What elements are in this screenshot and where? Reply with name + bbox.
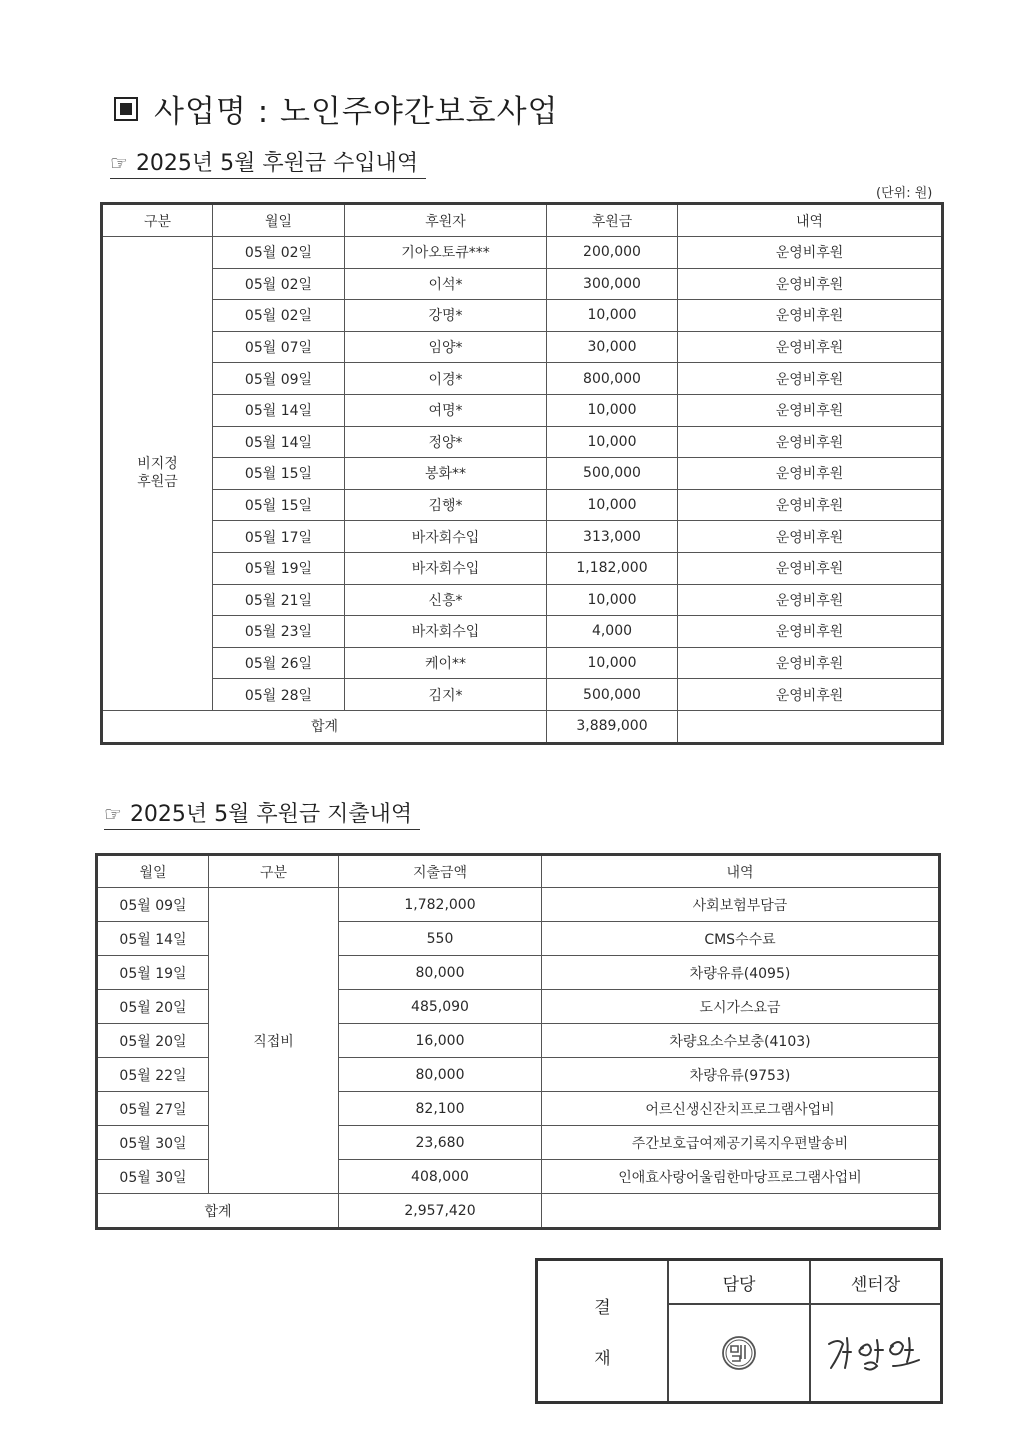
- income-row: [102, 458, 943, 490]
- income-amount-cell: 4,000: [547, 616, 678, 648]
- income-donor-cell: 김행*: [345, 489, 547, 521]
- income-amount-cell: 10,000: [547, 647, 678, 679]
- income-detail-cell: 운영비후원: [678, 331, 943, 363]
- income-amount-cell: 500,000: [547, 679, 678, 711]
- square-bullet-icon: [114, 97, 138, 121]
- income-category-cell: 비지정 후원금: [102, 237, 213, 711]
- expense-total-detail: [542, 1194, 940, 1229]
- income-row: [102, 394, 943, 426]
- income-donor-cell: 바자회수입: [345, 521, 547, 553]
- expense-date-cell: 05월 09일: [97, 888, 209, 922]
- income-detail-cell: 운영비후원: [678, 489, 943, 521]
- expense-amount-cell: 82,100: [339, 1092, 542, 1126]
- income-detail-cell: 운영비후원: [678, 616, 943, 648]
- income-date-cell: 05월 02일: [213, 268, 345, 300]
- income-col-donor: 후원자: [345, 204, 547, 237]
- income-table: [100, 202, 944, 745]
- expense-detail-cell: 사회보험부담금: [542, 888, 940, 922]
- expense-detail-cell: 차량유류(9753): [542, 1058, 940, 1092]
- expense-total-amount: 2,957,420: [339, 1194, 542, 1229]
- approval-director-sign-cell: [811, 1305, 940, 1401]
- income-donor-cell: 바자회수입: [345, 552, 547, 584]
- income-donor-cell: 기아오토큐***: [345, 237, 547, 269]
- income-total-amount: 3,889,000: [547, 710, 678, 743]
- income-row: [102, 647, 943, 679]
- income-amount-cell: 313,000: [547, 521, 678, 553]
- income-donor-cell: 강명*: [345, 300, 547, 332]
- income-amount-cell: 500,000: [547, 458, 678, 490]
- income-col-detail: 내역: [678, 204, 943, 237]
- income-donor-cell: 정양*: [345, 426, 547, 458]
- income-row: [102, 679, 943, 711]
- page-title-text: 사업명 : 노인주야간보호사업: [154, 94, 559, 130]
- income-amount-cell: 30,000: [547, 331, 678, 363]
- income-detail-cell: 운영비후원: [678, 426, 943, 458]
- income-detail-cell: 운영비후원: [678, 300, 943, 332]
- expense-header-row: [97, 855, 940, 888]
- income-amount-cell: 1,182,000: [547, 552, 678, 584]
- expense-col-date: 월일: [97, 855, 209, 888]
- expense-amount-cell: 23,680: [339, 1126, 542, 1160]
- expense-date-cell: 05월 27일: [97, 1092, 209, 1126]
- income-amount-cell: 10,000: [547, 300, 678, 332]
- income-amount-cell: 10,000: [547, 489, 678, 521]
- income-date-cell: 05월 14일: [213, 426, 345, 458]
- expense-detail-cell: 주간보호급여제공기록지우편발송비: [542, 1126, 940, 1160]
- income-row: [102, 552, 943, 584]
- income-col-date: 월일: [213, 204, 345, 237]
- expense-col-category: 구분: [209, 855, 339, 888]
- income-detail-cell: 운영비후원: [678, 268, 943, 300]
- handwritten-signature-icon: [821, 1328, 931, 1378]
- income-row: [102, 616, 943, 648]
- income-date-cell: 05월 23일: [213, 616, 345, 648]
- income-amount-cell: 200,000: [547, 237, 678, 269]
- approval-director-header: 센터장: [811, 1261, 940, 1305]
- income-row: [102, 584, 943, 616]
- income-date-cell: 05월 07일: [213, 331, 345, 363]
- expense-amount-cell: 408,000: [339, 1160, 542, 1194]
- seal-stamp-icon: [719, 1333, 759, 1373]
- income-row: [102, 426, 943, 458]
- income-row: [102, 331, 943, 363]
- income-date-cell: 05월 28일: [213, 679, 345, 711]
- expense-amount-cell: 1,782,000: [339, 888, 542, 922]
- income-donor-cell: 김지*: [345, 679, 547, 711]
- pointing-hand-icon: ☞: [104, 802, 122, 826]
- expense-amount-cell: 485,090: [339, 990, 542, 1024]
- income-donor-cell: 바자회수입: [345, 616, 547, 648]
- approval-label: [538, 1261, 669, 1401]
- income-donor-cell: 임양*: [345, 331, 547, 363]
- income-row: [102, 300, 943, 332]
- expense-section-title-text: 2025년 5월 후원금 지출내역: [129, 802, 413, 827]
- expense-col-detail: 내역: [542, 855, 940, 888]
- expense-detail-cell: 어르신생신잔치프로그램사업비: [542, 1092, 940, 1126]
- expense-date-cell: 05월 20일: [97, 990, 209, 1024]
- income-amount-cell: 10,000: [547, 394, 678, 426]
- expense-total-row: [97, 1194, 940, 1229]
- expense-detail-cell: 도시가스요금: [542, 990, 940, 1024]
- income-detail-cell: 운영비후원: [678, 584, 943, 616]
- expense-category-cell: 직접비: [209, 888, 339, 1194]
- income-amount-cell: 10,000: [547, 584, 678, 616]
- income-date-cell: 05월 21일: [213, 584, 345, 616]
- income-donor-cell: 봉화**: [345, 458, 547, 490]
- income-date-cell: 05월 26일: [213, 647, 345, 679]
- expense-date-cell: 05월 14일: [97, 922, 209, 956]
- expense-section-title: [104, 797, 420, 830]
- income-detail-cell: 운영비후원: [678, 363, 943, 395]
- income-date-cell: 05월 02일: [213, 237, 345, 269]
- expense-row: [97, 888, 940, 922]
- income-total-label: 합계: [102, 710, 547, 743]
- income-header-row: [102, 204, 943, 237]
- income-date-cell: 05월 14일: [213, 394, 345, 426]
- income-date-cell: 05월 19일: [213, 552, 345, 584]
- income-detail-cell: 운영비후원: [678, 679, 943, 711]
- income-row: [102, 489, 943, 521]
- income-detail-cell: 운영비후원: [678, 521, 943, 553]
- income-section-title: [110, 146, 426, 179]
- expense-date-cell: 05월 30일: [97, 1160, 209, 1194]
- approval-staff-sign-cell: [669, 1305, 811, 1401]
- expense-date-cell: 05월 30일: [97, 1126, 209, 1160]
- expense-col-amount: 지출금액: [339, 855, 542, 888]
- income-row: [102, 237, 943, 269]
- income-donor-cell: 여명*: [345, 394, 547, 426]
- income-detail-cell: 운영비후원: [678, 552, 943, 584]
- approval-box: [535, 1258, 943, 1404]
- income-date-cell: 05월 09일: [213, 363, 345, 395]
- income-amount-cell: 10,000: [547, 426, 678, 458]
- income-total-row: [102, 710, 943, 743]
- expense-date-cell: 05월 19일: [97, 956, 209, 990]
- expense-detail-cell: 차량요소수보충(4103): [542, 1024, 940, 1058]
- approval-label-bottom: 재: [594, 1349, 611, 1369]
- income-detail-cell: 운영비후원: [678, 237, 943, 269]
- income-col-amount: 후원금: [547, 204, 678, 237]
- expense-table: [95, 853, 941, 1230]
- income-donor-cell: 이경*: [345, 363, 547, 395]
- income-date-cell: 05월 15일: [213, 458, 345, 490]
- approval-label-top: 결: [594, 1298, 611, 1318]
- expense-amount-cell: 550: [339, 922, 542, 956]
- income-row: [102, 363, 943, 395]
- income-col-category: 구분: [102, 204, 213, 237]
- income-total-detail: [678, 710, 943, 743]
- approval-staff-header: 담당: [669, 1261, 811, 1305]
- expense-amount-cell: 16,000: [339, 1024, 542, 1058]
- income-date-cell: 05월 15일: [213, 489, 345, 521]
- income-row: [102, 268, 943, 300]
- income-detail-cell: 운영비후원: [678, 458, 943, 490]
- income-donor-cell: 이석*: [345, 268, 547, 300]
- income-donor-cell: 케이**: [345, 647, 547, 679]
- unit-label: (단위: 원): [876, 186, 933, 201]
- pointing-hand-icon: ☞: [110, 151, 128, 175]
- income-date-cell: 05월 17일: [213, 521, 345, 553]
- income-section-title-text: 2025년 5월 후원금 수입내역: [135, 151, 419, 176]
- income-detail-cell: 운영비후원: [678, 647, 943, 679]
- expense-date-cell: 05월 20일: [97, 1024, 209, 1058]
- income-row: [102, 521, 943, 553]
- income-amount-cell: 800,000: [547, 363, 678, 395]
- income-detail-cell: 운영비후원: [678, 394, 943, 426]
- expense-amount-cell: 80,000: [339, 1058, 542, 1092]
- page-title: [114, 86, 559, 131]
- expense-detail-cell: CMS수수료: [542, 922, 940, 956]
- income-amount-cell: 300,000: [547, 268, 678, 300]
- expense-detail-cell: 차량유류(4095): [542, 956, 940, 990]
- expense-total-label: 합계: [97, 1194, 339, 1229]
- expense-detail-cell: 인애효사랑어울림한마당프로그램사업비: [542, 1160, 940, 1194]
- income-donor-cell: 신흥*: [345, 584, 547, 616]
- income-date-cell: 05월 02일: [213, 300, 345, 332]
- expense-amount-cell: 80,000: [339, 956, 542, 990]
- expense-date-cell: 05월 22일: [97, 1058, 209, 1092]
